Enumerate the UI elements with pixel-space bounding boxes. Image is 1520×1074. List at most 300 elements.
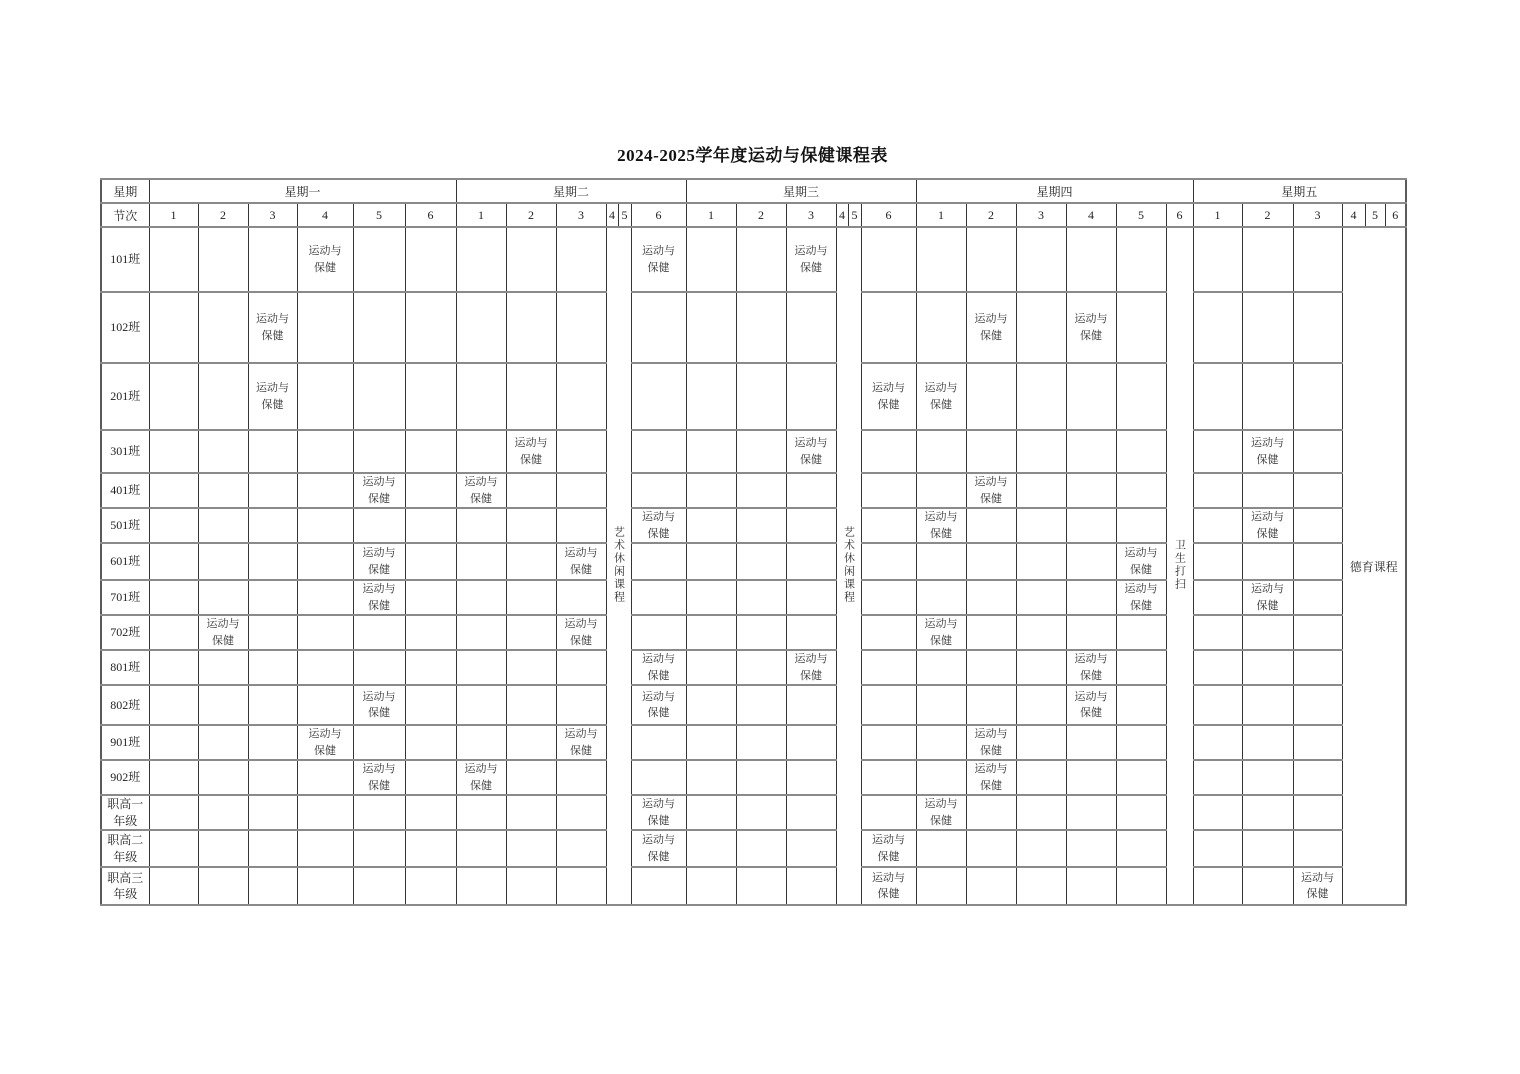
period-header-tue-2: 2 <box>506 203 556 227</box>
course-text: 运动与保健 <box>924 618 958 647</box>
schedule-cell-mon-6 <box>405 685 456 725</box>
schedule-cell-tue-6 <box>631 508 686 543</box>
class-row <box>101 650 1406 685</box>
course-text: 运动与保健 <box>974 763 1008 792</box>
schedule-cell-mon-2 <box>198 795 248 830</box>
schedule-cell-mon-4 <box>297 760 353 795</box>
schedule-cell-thu-3 <box>1016 867 1066 905</box>
schedule-cell-wed-3 <box>786 867 836 905</box>
schedule-cell-mon-4 <box>297 685 353 725</box>
period-header-row <box>101 203 1406 227</box>
schedule-cell-mon-3 <box>248 795 297 830</box>
schedule-cell-fri-3 <box>1293 473 1342 508</box>
merged-cell-text: 卫生打扫 <box>1173 538 1186 591</box>
schedule-cell-tue-1 <box>456 830 506 867</box>
schedule-cell-thu-3 <box>1016 227 1066 292</box>
schedule-cell-wed-2 <box>736 615 786 650</box>
course-text: 运动与保健 <box>1301 871 1334 900</box>
schedule-cell-fri-3 <box>1293 867 1342 905</box>
schedule-cell-tue-6 <box>631 725 686 760</box>
schedule-cell-tue-1 <box>456 580 506 615</box>
schedule-cell-fri-1 <box>1193 543 1242 580</box>
schedule-cell-fri-2 <box>1242 580 1293 615</box>
schedule-cell-tue-2 <box>506 760 556 795</box>
schedule-cell-thu-4 <box>1066 580 1116 615</box>
schedule-cell-tue-2 <box>506 292 556 363</box>
schedule-cell-mon-5 <box>353 430 405 473</box>
schedule-cell-wed-6 <box>861 830 916 867</box>
schedule-cell-mon-2 <box>198 725 248 760</box>
schedule-cell-thu-5 <box>1116 650 1166 685</box>
schedule-cell-mon-5 <box>353 615 405 650</box>
course-text: 运动与保健 <box>256 313 289 342</box>
class-label <box>101 430 149 473</box>
schedule-cell-mon-4 <box>297 363 353 430</box>
schedule-cell-fri-2 <box>1242 227 1293 292</box>
schedule-cell-mon-2 <box>198 430 248 473</box>
schedule-cell-tue-6 <box>631 580 686 615</box>
schedule-cell-thu-2 <box>966 363 1016 430</box>
schedule-cell-fri-3 <box>1293 685 1342 725</box>
schedule-cell-mon-3 <box>248 580 297 615</box>
schedule-cell-fri-3 <box>1293 830 1342 867</box>
corner-day-label: 星期 <box>101 179 149 203</box>
schedule-cell-thu-2 <box>966 615 1016 650</box>
schedule-cell-tue-6 <box>631 363 686 430</box>
schedule-cell-thu-1 <box>916 725 966 760</box>
period-header-thu-5: 5 <box>1116 203 1166 227</box>
schedule-cell-thu-5 <box>1116 867 1166 905</box>
schedule-cell-thu-1 <box>916 543 966 580</box>
page-title: 2024-2025学年度运动与保健课程表 <box>617 146 888 165</box>
course-text: 运动与保健 <box>1124 583 1158 612</box>
schedule-cell-wed-2 <box>736 363 786 430</box>
schedule-cell-thu-1 <box>916 615 966 650</box>
class-label-text: 902班 <box>110 770 141 785</box>
schedule-cell-thu-4 <box>1066 430 1116 473</box>
period-header-wed-6: 6 <box>861 203 916 227</box>
schedule-cell-wed-1 <box>686 473 736 508</box>
schedule-cell-tue-1 <box>456 543 506 580</box>
schedule-cell-mon-2 <box>198 760 248 795</box>
schedule-cell-mon-5 <box>353 867 405 905</box>
schedule-cell-fri-1 <box>1193 867 1242 905</box>
schedule-cell-wed-1 <box>686 292 736 363</box>
class-row <box>101 760 1406 795</box>
period-header-thu-3: 3 <box>1016 203 1066 227</box>
schedule-cell-tue-2 <box>506 473 556 508</box>
schedule-cell-wed-3 <box>786 543 836 580</box>
schedule-cell-fri-2 <box>1242 508 1293 543</box>
schedule-cell-mon-1 <box>149 363 198 430</box>
schedule-cell-mon-3 <box>248 725 297 760</box>
course-text: 运动与保健 <box>1251 511 1284 540</box>
course-text: 运动与保健 <box>872 382 905 411</box>
schedule-cell-thu-3 <box>1016 795 1066 830</box>
schedule-cell-thu-5 <box>1116 685 1166 725</box>
course-text: 运动与保健 <box>794 245 828 274</box>
class-row <box>101 867 1406 905</box>
schedule-cell-mon-1 <box>149 867 198 905</box>
schedule-cell-mon-6 <box>405 795 456 830</box>
day-header-wed: 星期三 <box>686 179 916 203</box>
schedule-cell-thu-1 <box>916 760 966 795</box>
schedule-cell-fri-2 <box>1242 473 1293 508</box>
schedule-cell-wed-1 <box>686 363 736 430</box>
schedule-cell-thu-5 <box>1116 580 1166 615</box>
schedule-cell-mon-5 <box>353 363 405 430</box>
course-text: 运动与保健 <box>974 728 1008 757</box>
schedule-cell-fri-3 <box>1293 227 1342 292</box>
schedule-cell-thu-1 <box>916 430 966 473</box>
schedule-cell-thu-3 <box>1016 760 1066 795</box>
schedule-cell-mon-1 <box>149 760 198 795</box>
schedule-cell-fri-1 <box>1193 473 1242 508</box>
schedule-cell-mon-1 <box>149 795 198 830</box>
schedule-cell-tue-2 <box>506 363 556 430</box>
schedule-cell-wed-3 <box>786 725 836 760</box>
schedule-cell-fri-1 <box>1193 760 1242 795</box>
schedule-cell-thu-2 <box>966 830 1016 867</box>
course-text: 运动与保健 <box>206 618 240 647</box>
schedule-cell-wed-6 <box>861 473 916 508</box>
schedule-cell-fri-2 <box>1242 363 1293 430</box>
period-header-thu-6: 6 <box>1166 203 1193 227</box>
period-header-mon-2: 2 <box>198 203 248 227</box>
schedule-cell-mon-6 <box>405 508 456 543</box>
course-text: 运动与保健 <box>924 798 958 827</box>
schedule-cell-tue-3 <box>556 430 606 473</box>
schedule-cell-tue-6 <box>631 473 686 508</box>
class-label-text: 职高三年级 <box>107 870 144 901</box>
period-header-mon-1: 1 <box>149 203 198 227</box>
course-text: 运动与保健 <box>464 763 498 792</box>
schedule-cell-mon-6 <box>405 292 456 363</box>
schedule-cell-wed-2 <box>736 760 786 795</box>
schedule-cell-tue-1 <box>456 725 506 760</box>
schedule-cell-thu-5 <box>1116 830 1166 867</box>
schedule-cell-wed-1 <box>686 867 736 905</box>
schedule-cell-thu-1 <box>916 473 966 508</box>
schedule-cell-fri-2 <box>1242 725 1293 760</box>
schedule-cell-mon-4 <box>297 580 353 615</box>
schedule-cell-thu-1 <box>916 795 966 830</box>
day-header-thu: 星期四 <box>916 179 1193 203</box>
class-label <box>101 615 149 650</box>
schedule-cell-wed-6 <box>861 615 916 650</box>
course-text: 运动与保健 <box>872 834 905 863</box>
schedule-cell-fri-3 <box>1293 580 1342 615</box>
schedule-cell-tue-6 <box>631 430 686 473</box>
schedule-cell-mon-5 <box>353 473 405 508</box>
schedule-cell-thu-1 <box>916 363 966 430</box>
class-label <box>101 725 149 760</box>
schedule-cell-mon-1 <box>149 725 198 760</box>
schedule-cell-tue-1 <box>456 867 506 905</box>
schedule-cell-tue-2 <box>506 543 556 580</box>
schedule-cell-wed-6 <box>861 760 916 795</box>
schedule-cell-mon-1 <box>149 685 198 725</box>
schedule-cell-mon-2 <box>198 508 248 543</box>
schedule-cell-mon-5 <box>353 650 405 685</box>
period-header-fri-5: 5 <box>1365 203 1385 227</box>
schedule-cell-mon-3 <box>248 760 297 795</box>
class-label-text: 职高一年级 <box>107 797 144 828</box>
schedule-cell-thu-4 <box>1066 830 1116 867</box>
schedule-cell-mon-4 <box>297 615 353 650</box>
course-schedule-table <box>100 178 1407 906</box>
schedule-cell-tue-3 <box>556 830 606 867</box>
schedule-cell-thu-2 <box>966 760 1016 795</box>
schedule-cell-wed-6 <box>861 580 916 615</box>
schedule-cell-mon-2 <box>198 615 248 650</box>
schedule-cell-tue-6 <box>631 543 686 580</box>
course-text: 运动与保健 <box>642 245 675 274</box>
period-header-tue-6: 6 <box>631 203 686 227</box>
schedule-cell-mon-6 <box>405 830 456 867</box>
schedule-cell-thu-5 <box>1116 292 1166 363</box>
schedule-cell-thu-3 <box>1016 725 1066 760</box>
schedule-cell-mon-2 <box>198 830 248 867</box>
schedule-cell-wed-6 <box>861 650 916 685</box>
schedule-cell-tue-6 <box>631 650 686 685</box>
schedule-cell-wed-2 <box>736 867 786 905</box>
day-header-row <box>101 179 1406 203</box>
schedule-cell-wed-3 <box>786 292 836 363</box>
schedule-cell-mon-4 <box>297 543 353 580</box>
schedule-cell-tue-2 <box>506 867 556 905</box>
schedule-cell-mon-4 <box>297 725 353 760</box>
period-header-thu-2: 2 <box>966 203 1016 227</box>
schedule-cell-wed-2 <box>736 685 786 725</box>
schedule-cell-mon-4 <box>297 430 353 473</box>
schedule-cell-thu-2 <box>966 725 1016 760</box>
schedule-cell-fri-2 <box>1242 430 1293 473</box>
merged-cell-text: 德育课程 <box>1349 559 1398 574</box>
schedule-cell-thu-3 <box>1016 508 1066 543</box>
schedule-cell-mon-3 <box>248 473 297 508</box>
schedule-cell-tue-1 <box>456 650 506 685</box>
course-text: 运动与保健 <box>642 690 675 719</box>
course-text: 运动与保健 <box>794 653 828 682</box>
schedule-cell-tue-2 <box>506 227 556 292</box>
schedule-cell-thu-5 <box>1116 363 1166 430</box>
schedule-cell-thu-3 <box>1016 430 1066 473</box>
schedule-cell-tue-3 <box>556 760 606 795</box>
class-row <box>101 508 1406 543</box>
class-label <box>101 473 149 508</box>
schedule-cell-tue-1 <box>456 292 506 363</box>
schedule-cell-fri-1 <box>1193 830 1242 867</box>
schedule-cell-thu-2 <box>966 292 1016 363</box>
schedule-cell-wed-3 <box>786 685 836 725</box>
course-text: 运动与保健 <box>642 834 675 863</box>
corner-period-label: 节次 <box>101 203 149 227</box>
schedule-cell-fri-1 <box>1193 795 1242 830</box>
schedule-cell-mon-5 <box>353 227 405 292</box>
schedule-cell-fri-2 <box>1242 760 1293 795</box>
period-header-mon-6: 6 <box>405 203 456 227</box>
class-label-text: 702班 <box>110 625 141 640</box>
class-label-text: 701班 <box>110 590 141 605</box>
schedule-cell-wed-6 <box>861 430 916 473</box>
schedule-cell-mon-3 <box>248 543 297 580</box>
period-header-tue-5: 5 <box>618 203 631 227</box>
schedule-cell-tue-2 <box>506 685 556 725</box>
class-row <box>101 830 1406 867</box>
period-header-fri-1: 1 <box>1193 203 1242 227</box>
class-label <box>101 867 149 905</box>
schedule-cell-tue-1 <box>456 508 506 543</box>
period-header-fri-6: 6 <box>1385 203 1406 227</box>
schedule-cell-wed-6 <box>861 725 916 760</box>
schedule-cell-mon-5 <box>353 795 405 830</box>
schedule-cell-thu-2 <box>966 473 1016 508</box>
merged-cell-text: 艺术休闲课程 <box>842 525 855 604</box>
schedule-cell-tue-6 <box>631 227 686 292</box>
class-row <box>101 227 1406 292</box>
schedule-cell-thu-2 <box>966 867 1016 905</box>
schedule-cell-thu-5 <box>1116 430 1166 473</box>
class-row <box>101 685 1406 725</box>
merged-cell-fri_moral <box>1342 227 1406 905</box>
period-header-fri-3: 3 <box>1293 203 1342 227</box>
class-label <box>101 795 149 830</box>
schedule-cell-thu-4 <box>1066 650 1116 685</box>
schedule-cell-mon-2 <box>198 227 248 292</box>
class-row <box>101 543 1406 580</box>
course-text: 运动与保健 <box>924 511 958 540</box>
course-text: 运动与保健 <box>1124 547 1158 576</box>
period-header-wed-1: 1 <box>686 203 736 227</box>
period-header-mon-3: 3 <box>248 203 297 227</box>
schedule-cell-tue-3 <box>556 473 606 508</box>
schedule-cell-tue-2 <box>506 795 556 830</box>
schedule-cell-tue-6 <box>631 615 686 650</box>
period-header-fri-4: 4 <box>1342 203 1365 227</box>
schedule-cell-tue-2 <box>506 830 556 867</box>
schedule-cell-mon-3 <box>248 363 297 430</box>
schedule-cell-mon-6 <box>405 473 456 508</box>
schedule-cell-tue-3 <box>556 795 606 830</box>
schedule-cell-mon-1 <box>149 430 198 473</box>
course-text: 运动与保健 <box>308 728 342 757</box>
class-label-text: 601班 <box>110 554 141 569</box>
schedule-cell-tue-6 <box>631 685 686 725</box>
schedule-cell-mon-4 <box>297 508 353 543</box>
schedule-cell-thu-1 <box>916 292 966 363</box>
schedule-cell-tue-3 <box>556 292 606 363</box>
period-header-wed-3: 3 <box>786 203 836 227</box>
schedule-cell-thu-3 <box>1016 363 1066 430</box>
schedule-cell-mon-6 <box>405 615 456 650</box>
schedule-cell-thu-1 <box>916 685 966 725</box>
period-header-wed-4: 4 <box>836 203 848 227</box>
class-row <box>101 795 1406 830</box>
course-text: 运动与保健 <box>924 382 958 411</box>
schedule-cell-mon-6 <box>405 430 456 473</box>
course-text: 运动与保健 <box>362 476 396 505</box>
period-header-mon-5: 5 <box>353 203 405 227</box>
schedule-cell-thu-4 <box>1066 867 1116 905</box>
schedule-cell-thu-1 <box>916 580 966 615</box>
schedule-cell-thu-1 <box>916 508 966 543</box>
schedule-cell-thu-2 <box>966 685 1016 725</box>
schedule-cell-wed-6 <box>861 508 916 543</box>
schedule-cell-tue-2 <box>506 580 556 615</box>
course-text: 运动与保健 <box>1251 583 1284 612</box>
merged-cell-wed_art <box>836 227 861 905</box>
schedule-cell-thu-4 <box>1066 760 1116 795</box>
schedule-cell-fri-2 <box>1242 292 1293 363</box>
class-row <box>101 725 1406 760</box>
class-label-text: 102班 <box>110 320 141 335</box>
schedule-cell-wed-6 <box>861 227 916 292</box>
course-text: 运动与保健 <box>1074 653 1108 682</box>
schedule-cell-tue-3 <box>556 363 606 430</box>
class-label <box>101 580 149 615</box>
class-label <box>101 508 149 543</box>
schedule-cell-mon-6 <box>405 725 456 760</box>
schedule-cell-fri-3 <box>1293 508 1342 543</box>
schedule-cell-fri-1 <box>1193 227 1242 292</box>
merged-cell-text: 艺术休闲课程 <box>612 525 625 604</box>
schedule-cell-fri-1 <box>1193 725 1242 760</box>
class-label <box>101 543 149 580</box>
class-label-text: 职高二年级 <box>107 833 144 864</box>
class-label-text: 301班 <box>110 444 141 459</box>
period-header-wed-2: 2 <box>736 203 786 227</box>
schedule-cell-thu-5 <box>1116 473 1166 508</box>
schedule-cell-tue-2 <box>506 508 556 543</box>
schedule-cell-wed-3 <box>786 760 836 795</box>
schedule-cell-fri-2 <box>1242 543 1293 580</box>
schedule-cell-tue-3 <box>556 685 606 725</box>
schedule-cell-thu-4 <box>1066 795 1116 830</box>
schedule-cell-fri-3 <box>1293 650 1342 685</box>
schedule-cell-wed-2 <box>736 292 786 363</box>
schedule-cell-thu-3 <box>1016 292 1066 363</box>
course-text: 运动与保健 <box>642 798 675 827</box>
schedule-cell-mon-3 <box>248 685 297 725</box>
schedule-cell-mon-2 <box>198 543 248 580</box>
schedule-cell-fri-1 <box>1193 650 1242 685</box>
schedule-cell-tue-2 <box>506 650 556 685</box>
schedule-cell-thu-5 <box>1116 760 1166 795</box>
schedule-cell-wed-6 <box>861 867 916 905</box>
merged-cell-thu_clean <box>1166 227 1193 905</box>
class-row <box>101 580 1406 615</box>
schedule-cell-wed-6 <box>861 543 916 580</box>
schedule-cell-mon-6 <box>405 363 456 430</box>
class-label <box>101 760 149 795</box>
schedule-cell-fri-1 <box>1193 363 1242 430</box>
schedule-cell-mon-1 <box>149 830 198 867</box>
course-text: 运动与保健 <box>362 547 396 576</box>
schedule-cell-tue-3 <box>556 725 606 760</box>
schedule-cell-wed-1 <box>686 795 736 830</box>
schedule-cell-wed-3 <box>786 580 836 615</box>
day-header-fri: 星期五 <box>1193 179 1406 203</box>
class-label-text: 901班 <box>110 735 141 750</box>
schedule-cell-mon-1 <box>149 227 198 292</box>
schedule-cell-tue-3 <box>556 650 606 685</box>
schedule-cell-mon-1 <box>149 650 198 685</box>
schedule-cell-wed-2 <box>736 430 786 473</box>
schedule-cell-mon-5 <box>353 508 405 543</box>
schedule-cell-mon-3 <box>248 830 297 867</box>
schedule-cell-tue-1 <box>456 615 506 650</box>
